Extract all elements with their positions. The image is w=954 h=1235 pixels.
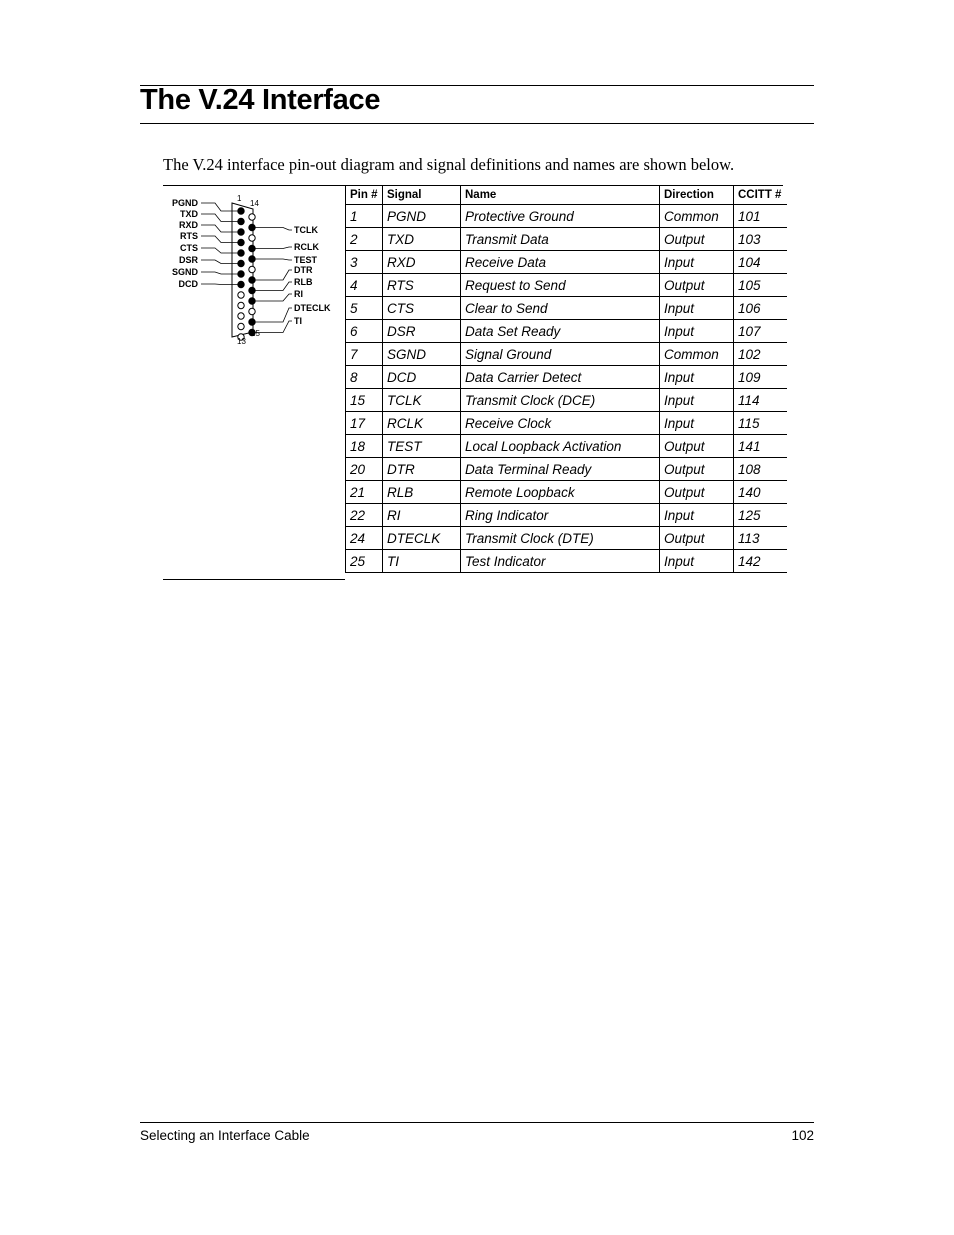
- direction-cell: Output: [660, 481, 734, 504]
- left-signal-label: RTS: [180, 231, 198, 241]
- direction-cell: Output: [660, 527, 734, 550]
- pin-definition-table: [345, 185, 787, 573]
- right-signal-label: RI: [294, 289, 303, 299]
- direction-cell: Input: [660, 389, 734, 412]
- pin-cell: 4: [346, 274, 383, 297]
- connector-pins-left: [238, 208, 244, 340]
- name-cell: Data Set Ready: [461, 320, 660, 343]
- connector-pins-right: [249, 214, 255, 336]
- connector-pin: [249, 308, 255, 314]
- ccitt-cell: 140: [734, 481, 788, 504]
- connector-pin: [238, 302, 244, 308]
- direction-cell: Input: [660, 366, 734, 389]
- ccitt-cell: 108: [734, 458, 788, 481]
- leader-line: [255, 228, 292, 231]
- table-row: [346, 366, 788, 389]
- leader-line: [255, 270, 292, 280]
- name-cell: Local Loopback Activation: [461, 435, 660, 458]
- connector-pin: [249, 298, 255, 304]
- footer-page-number: 102: [791, 1128, 814, 1143]
- right-signal-label: TI: [294, 316, 302, 326]
- direction-cell: Output: [660, 274, 734, 297]
- ccitt-cell: 142: [734, 550, 788, 573]
- connector-pin: [249, 266, 255, 272]
- direction-cell: Output: [660, 228, 734, 251]
- ccitt-cell: 101: [734, 205, 788, 228]
- right-signal-label: DTR: [294, 265, 313, 275]
- connector-pin: [249, 235, 255, 241]
- left-signal-label: CTS: [180, 243, 198, 253]
- signal-cell: DTECLK: [383, 527, 461, 550]
- direction-cell: Output: [660, 458, 734, 481]
- ccitt-cell: 105: [734, 274, 788, 297]
- table-header-row: [346, 185, 788, 205]
- pin-cell: 25: [346, 550, 383, 573]
- name-cell: Request to Send: [461, 274, 660, 297]
- right-signal-labels: [255, 225, 331, 333]
- direction-cell: Common: [660, 205, 734, 228]
- connector-pin: [238, 239, 244, 245]
- connector-pin: [238, 281, 244, 287]
- ccitt-cell: 102: [734, 343, 788, 366]
- right-signal-label: DTECLK: [294, 303, 331, 313]
- connector-pin: [249, 277, 255, 283]
- pin-cell: 17: [346, 412, 383, 435]
- table-row: [346, 504, 788, 527]
- left-signal-label: DSR: [178, 255, 198, 265]
- left-signal-label: DCD: [178, 279, 198, 289]
- connector-pin: [238, 250, 244, 256]
- connector-pin: [238, 313, 244, 319]
- signal-cell: RXD: [383, 251, 461, 274]
- name-cell: Ring Indicator: [461, 504, 660, 527]
- signal-cell: PGND: [383, 205, 461, 228]
- v24-connector-diagram: [163, 187, 343, 352]
- connector-pin: [238, 323, 244, 329]
- pin-number-25: 25: [251, 329, 260, 338]
- table-row: [346, 550, 788, 573]
- leader-line: [255, 321, 292, 333]
- leader-line: [255, 282, 292, 291]
- pin-cell: 20: [346, 458, 383, 481]
- table-body: [346, 205, 788, 573]
- table-row: [346, 458, 788, 481]
- pin-cell: 21: [346, 481, 383, 504]
- ccitt-cell: 104: [734, 251, 788, 274]
- connector-pin: [238, 260, 244, 266]
- pin-cell: 5: [346, 297, 383, 320]
- left-signal-labels: [172, 198, 238, 289]
- pin-number-14: 14: [250, 199, 259, 208]
- name-cell: Receive Clock: [461, 412, 660, 435]
- name-cell: Clear to Send: [461, 297, 660, 320]
- ccitt-cell: 114: [734, 389, 788, 412]
- table-row: [346, 320, 788, 343]
- footer-section-title: Selecting an Interface Cable: [140, 1128, 310, 1143]
- header-direction: Direction: [660, 185, 734, 205]
- signal-cell: SGND: [383, 343, 461, 366]
- pin-cell: 1: [346, 205, 383, 228]
- name-cell: Protective Ground: [461, 205, 660, 228]
- right-signal-label: RCLK: [294, 242, 319, 252]
- direction-cell: Input: [660, 297, 734, 320]
- ccitt-cell: 113: [734, 527, 788, 550]
- signal-cell: CTS: [383, 297, 461, 320]
- direction-cell: Input: [660, 412, 734, 435]
- direction-cell: Common: [660, 343, 734, 366]
- signal-cell: DTR: [383, 458, 461, 481]
- name-cell: Signal Ground: [461, 343, 660, 366]
- leader-line: [255, 247, 292, 249]
- direction-cell: Input: [660, 251, 734, 274]
- connector-pin: [238, 271, 244, 277]
- right-signal-label: RLB: [294, 277, 313, 287]
- left-signal-label: TXD: [180, 209, 198, 219]
- ccitt-cell: 106: [734, 297, 788, 320]
- name-cell: Transmit Clock (DTE): [461, 527, 660, 550]
- table-row: [346, 481, 788, 504]
- connector-pin: [249, 287, 255, 293]
- header-signal: Signal: [383, 185, 461, 205]
- name-cell: Remote Loopback: [461, 481, 660, 504]
- footer-rule: [140, 1122, 814, 1123]
- pin-number-13: 13: [237, 337, 246, 346]
- pin-cell: 24: [346, 527, 383, 550]
- signal-cell: RCLK: [383, 412, 461, 435]
- direction-cell: Input: [660, 504, 734, 527]
- connector-pin: [238, 229, 244, 235]
- pin-cell: 7: [346, 343, 383, 366]
- right-signal-label: TCLK: [294, 225, 318, 235]
- leader-line: [255, 294, 292, 301]
- ccitt-cell: 103: [734, 228, 788, 251]
- signal-cell: RLB: [383, 481, 461, 504]
- signal-cell: RTS: [383, 274, 461, 297]
- ccitt-cell: 109: [734, 366, 788, 389]
- name-cell: Transmit Data: [461, 228, 660, 251]
- pin-cell: 6: [346, 320, 383, 343]
- signal-cell: TCLK: [383, 389, 461, 412]
- ccitt-cell: 141: [734, 435, 788, 458]
- leader-line: [255, 308, 292, 322]
- pin-cell: 15: [346, 389, 383, 412]
- signal-cell: TEST: [383, 435, 461, 458]
- signal-cell: DCD: [383, 366, 461, 389]
- left-signal-label: RXD: [178, 220, 198, 230]
- connector-pin: [249, 214, 255, 220]
- signal-cell: TI: [383, 550, 461, 573]
- table-row: [346, 389, 788, 412]
- pin-cell: 18: [346, 435, 383, 458]
- table-row: [346, 412, 788, 435]
- header-ccitt: CCITT #: [734, 185, 788, 205]
- signal-cell: DSR: [383, 320, 461, 343]
- table-row: [346, 435, 788, 458]
- table-row: [346, 205, 788, 228]
- pin-number-1: 1: [237, 194, 242, 203]
- ccitt-cell: 107: [734, 320, 788, 343]
- table-row: [346, 274, 788, 297]
- leader-line: [255, 259, 292, 260]
- name-cell: Data Terminal Ready: [461, 458, 660, 481]
- table-row: [346, 297, 788, 320]
- pin-cell: 8: [346, 366, 383, 389]
- name-cell: Transmit Clock (DCE): [461, 389, 660, 412]
- table-row: [346, 527, 788, 550]
- left-signal-label: PGND: [171, 198, 198, 208]
- connector-pin: [238, 218, 244, 224]
- pin-cell: 3: [346, 251, 383, 274]
- direction-cell: Input: [660, 550, 734, 573]
- right-signal-label: TEST: [294, 255, 318, 265]
- pin-cell: 22: [346, 504, 383, 527]
- connector-pin: [249, 256, 255, 262]
- direction-cell: Output: [660, 435, 734, 458]
- connector-pin: [249, 245, 255, 251]
- name-cell: Data Carrier Detect: [461, 366, 660, 389]
- page-title: The V.24 Interface: [140, 84, 381, 116]
- table-row: [346, 251, 788, 274]
- left-signal-label: SGND: [171, 267, 198, 277]
- signal-cell: RI: [383, 504, 461, 527]
- name-cell: Test Indicator: [461, 550, 660, 573]
- ccitt-cell: 125: [734, 504, 788, 527]
- signal-cell: TXD: [383, 228, 461, 251]
- table-row: [346, 343, 788, 366]
- name-cell: Receive Data: [461, 251, 660, 274]
- title-rule-bottom: [140, 123, 814, 124]
- intro-paragraph: The V.24 interface pin-out diagram and signal definitions and names are shown below.: [163, 155, 735, 174]
- connector-pin: [249, 319, 255, 325]
- connector-pin: [238, 208, 244, 214]
- header-pin: Pin #: [346, 185, 383, 205]
- ccitt-cell: 115: [734, 412, 788, 435]
- table-bottom-rule: [163, 579, 345, 580]
- header-name: Name: [461, 185, 660, 205]
- connector-pin: [238, 292, 244, 298]
- direction-cell: Input: [660, 320, 734, 343]
- connector-pin: [249, 224, 255, 230]
- table-row: [346, 228, 788, 251]
- pin-cell: 2: [346, 228, 383, 251]
